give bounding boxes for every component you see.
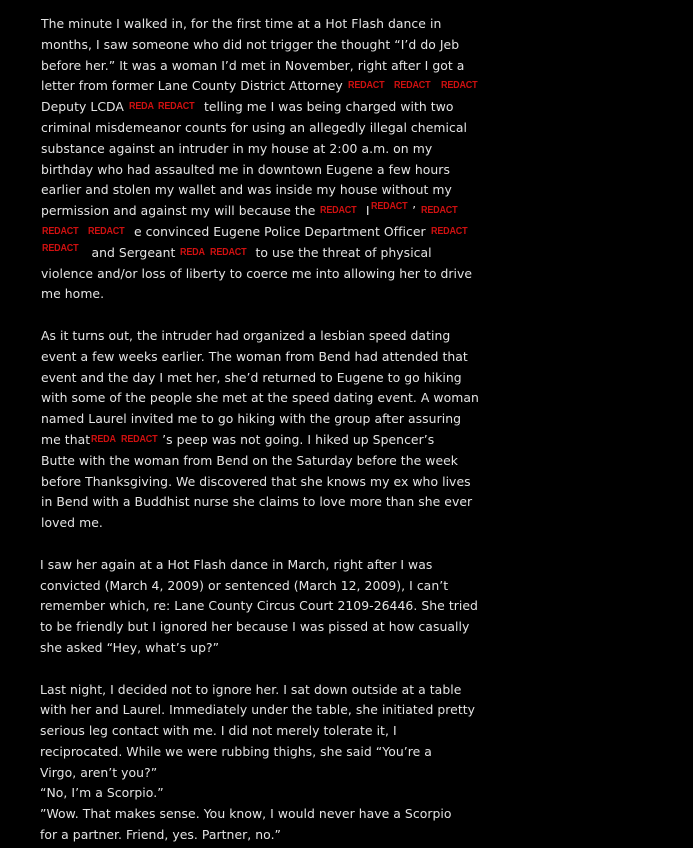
text-line: I saw her again at a Hot Flash dance in March, right after I was bbox=[40, 556, 433, 572]
redaction-mark: REDACT bbox=[394, 80, 431, 92]
text-line: serious leg contact with me. I did not merely tolerate it, I bbox=[40, 723, 397, 739]
text-line: in Bend with a Buddhist nurse she claims to love more than she ever bbox=[41, 494, 473, 510]
text-line: reciprocated. While we were rubbing thighs, she said “You’re a bbox=[40, 743, 432, 759]
redaction-mark: REDACT bbox=[370, 201, 408, 213]
redaction-mark: REDACT bbox=[120, 433, 158, 445]
redaction-mark: REDACT bbox=[421, 205, 458, 217]
line-text: telling me I was being charged with two bbox=[203, 99, 454, 115]
text-line-with-redactions bbox=[41, 201, 471, 222]
text-line: for a partner. Friend, yes. Partner, no.” bbox=[40, 827, 282, 843]
text-line: me home. bbox=[41, 286, 105, 302]
text-line: Butte with the woman from Bend on the Saturday before the week bbox=[41, 452, 459, 468]
text-line: remember which, re: Lane County Circus Court 2109-26446. She tried bbox=[40, 598, 478, 614]
text-line-with-redactions bbox=[41, 222, 471, 243]
redaction-mark: REDACT bbox=[430, 225, 468, 237]
redaction-mark: REDA bbox=[91, 433, 116, 445]
text-line: violence and/or loss of liberty to coerce me into allowing her to drive bbox=[41, 265, 473, 281]
redaction-mark: REDACT bbox=[88, 225, 125, 237]
redaction-mark: REDACT bbox=[42, 242, 79, 254]
text-line: The minute I walked in, for the first time at a Hot Flash dance in bbox=[41, 16, 442, 31]
redaction-mark: REDACT bbox=[347, 80, 385, 92]
redaction-mark: REDACT bbox=[440, 80, 478, 92]
paragraph-3 bbox=[40, 555, 478, 659]
redaction-mark: REDACT bbox=[158, 101, 195, 113]
text-line-with-redactions bbox=[41, 243, 471, 264]
paragraph-1 bbox=[41, 14, 478, 305]
text-line-with-redactions bbox=[41, 97, 471, 118]
line-text: Deputy LCDA bbox=[41, 99, 124, 115]
line-text: letter from former Lane County District Attorney bbox=[41, 78, 343, 94]
text-line: Virgo, aren’t you?” bbox=[40, 764, 158, 780]
redaction-mark: REDACT bbox=[210, 246, 247, 258]
text-fragment: ’ bbox=[412, 203, 417, 219]
line-text: to use the threat of physical bbox=[255, 244, 432, 260]
text-line: before her.” It was a woman I’d met in November, right after I got a bbox=[41, 57, 465, 73]
text-fragment: I bbox=[365, 203, 370, 219]
text-line-with-redactions bbox=[41, 76, 478, 97]
text-line: she asked “Hey, what’s up?” bbox=[40, 639, 220, 655]
line-text: me that bbox=[41, 431, 91, 447]
text-line: ”Wow. That makes sense. You know, I would never have a Scorpio bbox=[40, 806, 452, 822]
redaction-mark: REDA bbox=[180, 246, 206, 258]
text-line: to be friendly but I ignored her because I was pissed at how casually bbox=[40, 619, 470, 635]
text-line: loved me. bbox=[41, 515, 103, 531]
text-line: before Thanksgiving. We discovered that she knows my ex who lives bbox=[41, 473, 471, 489]
text-line: criminal misdemeanor counts for using an allegedly illegal chemical bbox=[41, 119, 467, 135]
redaction-mark: REDA bbox=[128, 101, 154, 113]
text-line: months, I saw someone who did not trigger the thought “I’d do Jeb bbox=[41, 36, 460, 52]
document-body bbox=[40, 14, 479, 846]
paragraph-4 bbox=[40, 680, 476, 846]
paragraph-2 bbox=[41, 326, 479, 534]
text-line: with some of the people she met at the speed dating event. A woman bbox=[41, 390, 479, 406]
text-line: event a few weeks earlier. The woman from Bend had attended that bbox=[41, 348, 468, 364]
text-line: convicted (March 4, 2009) or sentenced (March 12, 2009), I can’t bbox=[40, 577, 449, 593]
redaction-mark: REDACT bbox=[320, 205, 357, 217]
text-line: earlier and stolen my wallet and was inside my house without my bbox=[41, 182, 452, 198]
redaction-mark: REDACT bbox=[42, 225, 79, 237]
text-line: As it turns out, the intruder had organized a lesbian speed dating bbox=[41, 327, 451, 343]
text-fragment: e bbox=[133, 223, 142, 239]
text-line: with her and Laurel. Immediately under the table, she initiated pretty bbox=[40, 702, 476, 718]
text-line: event and the day I met her, she’d returned to Eugene to go hiking bbox=[41, 369, 462, 385]
text-line: substance against an intruder in my house at 2:00 a.m. on my bbox=[41, 140, 433, 156]
text-line: named Laurel invited me to go hiking with the group after assuring bbox=[41, 411, 462, 427]
line-text: ’s peep was not going. I hiked up Spencer’s bbox=[162, 431, 435, 447]
line-text: and Sergeant bbox=[91, 244, 176, 260]
line-text: convinced Eugene Police Department Officer bbox=[145, 223, 426, 239]
text-line: “No, I’m a Scorpio.” bbox=[40, 785, 164, 801]
line-text: permission and against my will because the bbox=[41, 203, 316, 219]
text-line: Last night, I decided not to ignore her. I sat down outside at a table bbox=[40, 681, 462, 697]
text-line: birthday who had assaulted me in downtown Eugene a few hours bbox=[41, 161, 450, 177]
text-line-with-redactions bbox=[41, 430, 471, 451]
